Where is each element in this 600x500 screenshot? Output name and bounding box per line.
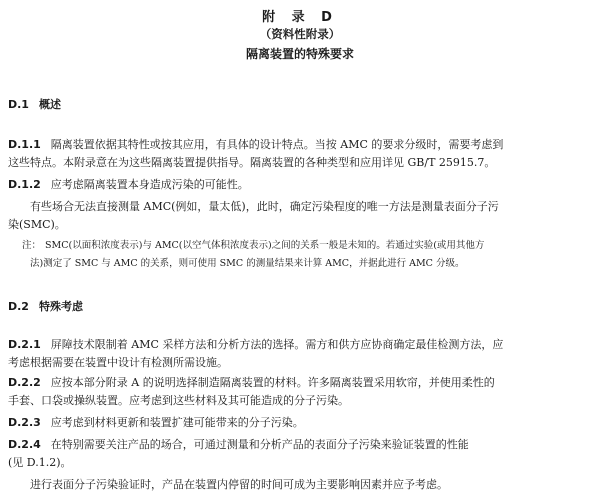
clause-text: 应考虑隔离装置本身造成污染的可能性。	[50, 178, 249, 191]
appendix-subtitle: （资料性附录）	[259, 27, 341, 41]
clause-text: 屏障技术限制着 AMC 采样方法和分析方法的选择。需方和供方应协商确定最佳检测方法，应	[50, 338, 504, 351]
appendix-title: 附 录 D	[262, 10, 338, 25]
clause-text: 应按本部分附录 A 的说明选择制造隔离装置的材料。许多隔离装置采用软帘，并使用柔性的	[50, 376, 495, 389]
paragraph-d1-2-line1	[8, 178, 592, 192]
paragraph-d2-2-line2: 手套、口袋或操纵装置。应考虑到这些材料及其可能造成的分子污染。	[8, 394, 349, 407]
section-number: D.2	[8, 300, 29, 313]
section-title: 概述	[38, 98, 61, 111]
clause-number: D.2.3	[8, 416, 41, 429]
paragraph-d2-3-line1	[8, 416, 592, 430]
section-heading-d2	[8, 298, 83, 314]
appendix-name: 隔离装置的特殊要求	[245, 47, 354, 61]
paragraph-d2-4-line3: 进行表面分子污染验证时，产品在装置内停留的时间可成为主要影响因素并应予考虑。	[30, 478, 448, 491]
clause-number: D.1.1	[8, 138, 41, 151]
clause-number: D.2.4	[8, 438, 41, 451]
paragraph-d1-1-line1	[8, 138, 592, 152]
section-number: D.1	[8, 98, 29, 111]
paragraph-d2-1-line1	[8, 338, 592, 352]
note-label: 注：	[22, 240, 42, 251]
paragraph-d2-1-line2: 考虑根据需要在装置中设计有检测所需设施。	[8, 356, 228, 369]
clause-text: 应考虑到材料更新和装置扩建可能带来的分子污染。	[50, 416, 304, 429]
paragraph-d1-1-line2: 这些特点。本附录意在为这些隔离装置提供指导。隔离装置的各种类型和应用详见 GB/T 25915.7。	[8, 156, 496, 169]
section-heading-d1	[8, 96, 61, 112]
paragraph-d1-2-line3: 染(SMC)。	[8, 218, 66, 231]
clause-text: 隔离装置依据其特性或按其应用，有具体的设计特点。当按 AMC 的要求分级时，需要考虑到	[50, 138, 504, 151]
note-line1	[22, 240, 592, 252]
clause-number: D.1.2	[8, 178, 41, 191]
paragraph-d2-4-line1	[8, 438, 592, 452]
clause-number: D.2.1	[8, 338, 41, 351]
clause-text: 在特别需要关注产品的场合，可通过测量和分析产品的表面分子污染来验证装置的性能	[50, 438, 469, 451]
paragraph-d2-2-line1	[8, 376, 592, 390]
section-title: 特殊考虑	[38, 300, 83, 313]
note-text: SMC(以面积浓度表示)与 AMC(以空气体积浓度表示)之间的关系一般是未知的。若通过实验(或用其他方	[45, 240, 485, 251]
paragraph-d1-2-line2: 有些场合无法直接测量 AMC(例如，量太低)，此时，确定污染程度的唯一方法是测量表面分子污	[30, 200, 499, 213]
paragraph-d2-4-line2: (见 D.1.2)。	[8, 456, 72, 469]
note-line2: 法)测定了 SMC 与 AMC 的关系，则可使用 SMC 的测量结果来计算 AMC，并据此进行 AMC 分级。	[30, 258, 465, 269]
clause-number: D.2.2	[8, 376, 41, 389]
